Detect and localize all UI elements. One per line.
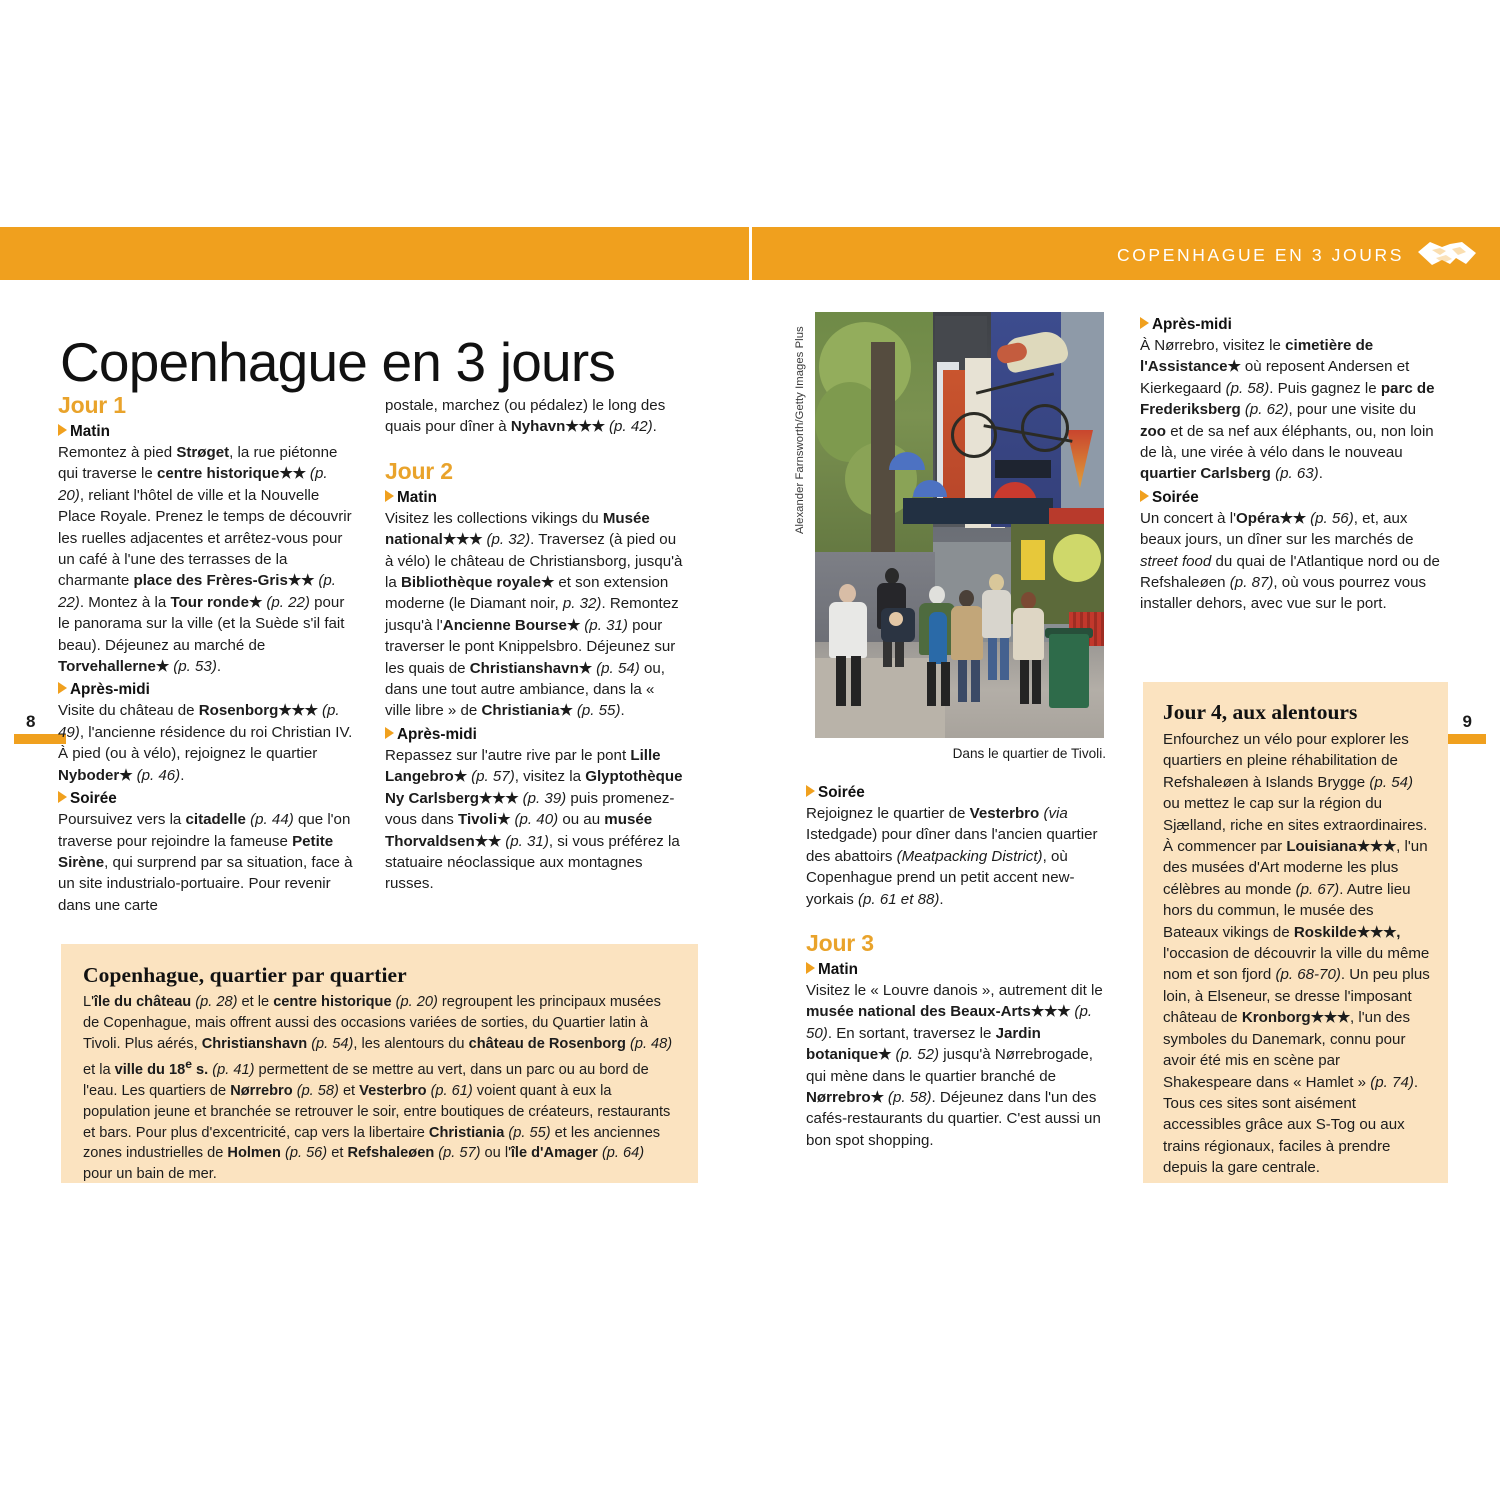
subheading-matin-day1: Matin [58,421,353,442]
photo-credit: Alexander Farnsworth/Getty Images Plus [794,326,806,534]
sidebar-box-right-body: Enfourchez un vélo pour explorer les quartiers en pleine réhabilitation de Refshaleøen à Islands Brygge (p. 54) ou mettez le cap sur la région du Sjælland, riche en sites extraordinaires. À commencer par Louisiana★★★, l'un des musées d'Art moderne les plus célèbres au monde (p. 67). Autre lieu hors du commun, le musée des Bateaux vikings de Roskilde★★★, l'occasion de découvrir la ville du même nom et son fjord (p. 68-70). Un peu plus loin, à Elseneur, se dresse l'imposant château de Kronborg★★★, l'un des symboles du Danemark, connu pour avoir été mis en scène par Shakespeare dans « Hamlet » (p. 74). Tous ces sites sont aisément accessibles grâce aux S-Tog ou aux trains régionaux, faciles à prendre depuis la gare centrale. [1163,731,1430,1177]
photo-awning-dark [903,498,1053,524]
photo-tivoli-street [815,312,1104,738]
subheading-matin-day2: Matin [385,487,683,508]
column-two [385,395,683,895]
body-soiree-day1: Poursuivez vers la citadelle (p. 44) que l'on traverse pour rejoindre la fameuse Petite Sirène, qui surprend par sa situation, face à un site industrialo-portuaire. Pour revenir dans une carte [58,811,353,914]
subheading-apresmidi-day1: Après-midi [58,679,353,700]
body-apresmidi-day2: Repassez sur l'autre rive par le pont Lille Langebro★ (p. 57), visitez la Glyptothèque Ny Carlsberg★★★ (p. 39) puis promenez-vous dans Tivoli★ (p. 40) ou au musée Thorvaldsen★★ (p. 31), si vous préférez la statuaire néoclassique aux montagnes russes. [385,746,683,893]
page-title: Copenhague en 3 jours [60,330,616,393]
photo-shop-circle-sign [1053,534,1101,582]
triangle-bullet-icon [806,962,815,974]
photo-bike-wheel-right [1021,404,1069,452]
day-heading-jour-1: Jour 1 [58,392,126,418]
subheading-apresmidi-day3: Après-midi [1140,314,1442,335]
triangle-bullet-icon [58,791,67,803]
day-heading-jour-3: Jour 3 [806,930,874,957]
subheading-soiree-day1: Soirée [58,788,353,809]
column-three [806,780,1106,1151]
photo-shop-yellow-sign [1021,540,1045,580]
sidebar-box-left-body: L'île du château (p. 28) et le centre historique (p. 20) regroupent les principaux musées de Copenhague, mais offrent aussi des occasions variées de sorties, du Quartier latin à Tivoli. Plus aérés, Christianshavn (p. 54), les alentours du château de Rosenborg (p. 48) et la ville du 18e s. (p. 41) permettent de se mettre au vert, dans un parc ou au bord de l'eau. Les quartiers de Nørrebro (p. 58) et Vesterbro (p. 61) voient quant à eux la population jeune et branchée se retrouver le soir, entre boutiques de créateurs, restaurants et bars. Pour plus d'excentricité, cap vers la libertaire Christiania (p. 55) et les anciennes zones industrielles de Holmen (p. 56) et Refshaleøen (p. 57) ou l'île d'Amager (p. 64) pour un bain de mer. [83,994,673,1183]
subheading-matin-day3: Matin [806,959,1106,980]
day-heading-jour-2: Jour 2 [385,457,453,484]
subheading-soiree-day3: Soirée [1140,487,1442,508]
triangle-bullet-icon [385,490,394,502]
header-center-gap [749,227,752,280]
body-matin-day1: Remontez à pied Strøget, la rue piétonne qui traverse le centre historique★★ (p. 20), reliant l'hôtel de ville et la Nouvelle Place Royale. Prenez le temps de découvrir les ruelles adjacentes et arrêtez-vous pour un café à l'une des terrasses de la charmante place des Frères-Gris★★ (p. 22). Montez à la Tour ronde★ (p. 22) pour le panorama sur la ville (et la Suède s'il fait beau). Déjeunez au marché de Torvehallerne★ (p. 53). [58,444,352,676]
photo-bike-wheel-left [951,412,997,458]
body-apresmidi-day1: Visite du château de Rosenborg★★★ (p. 49), l'ancienne résidence du roi Christian IV. À pied (ou à vélo), rejoignez le quartier Nyboder★ (p. 46). [58,702,353,784]
body-matin-day3: Visitez le « Louvre danois », autrement dit le musée national des Beaux-Arts★★★ (p. 50). En sortant, traversez le Jardin botanique★ (p. 52) jusqu'à Nørrebrogade, qui mène dans le quartier branché de Nørrebro★ (p. 58). Déjeunez dans l'un des cafés-restaurants du quartier. C'est aussi un bon spot shopping. [806,982,1103,1149]
photo-shop-sign [995,460,1051,478]
sidebar-box-right-title: Jour 4, aux alentours [1163,700,1358,724]
body-soiree-day3: Un concert à l'Opéra★★ (p. 56), et, aux beaux jours, un dîner sur les marchés de street food du quai de l'Atlantique nord ou de Refshaleøen (p. 87), où vous pourrez vous installer dehors, avec vue sur le port. [1140,509,1440,613]
body-matin-day2: Visitez les collections vikings du Musée national★★★ (p. 32). Traversez (à pied ou à vélo) le château de Christiansborg, jusqu'à la Bibliothèque royale★ et son extension moderne (le Diamant noir, p. 32). Remontez jusqu'à l'Ancienne Bourse★ (p. 31) pour traverser le pont Knippelsbro. Déjeunez sur les quais de Christianshavn★ (p. 54) ou, dans une tout autre ambiance, dans la « ville libre » de Christiania★ (p. 55). [385,509,683,720]
handshake-icon [1416,238,1478,272]
photo-green-bin [1049,634,1089,708]
sidebar-box-jour-4 [1143,682,1448,1183]
sidebar-box-left-title: Copenhague, quartier par quartier [83,963,407,987]
triangle-bullet-icon [1140,490,1149,502]
triangle-bullet-icon [385,727,394,739]
column-four [1140,312,1442,615]
body-apresmidi-day3: À Nørrebro, visitez le cimetière de l'Assistance★ où reposent Andersen et Kierkegaard (p. 58). Puis gagnez le parc de Frederiksberg (p. 62), pour une visite du zoo et de sa nef aux éléphants, ou, non loin de là, une virée à vélo dans le nouveau quartier Carlsberg (p. 63). [1140,337,1435,483]
body-soiree-day2: Rejoignez le quartier de Vesterbro (via Istedgade) pour dîner dans l'ancien quartier des abattoirs (Meatpacking District), où Copenhague prend un petit accent new-yorkais (p. 61 et 88). [806,805,1098,908]
photo-caption: Dans le quartier de Tivoli. [952,746,1106,761]
photo-pavement-light [815,658,945,738]
page-number-right: 9 [1462,712,1472,731]
photo-building-right [1061,312,1104,522]
triangle-bullet-icon [806,785,815,797]
column-one [58,392,353,916]
triangle-bullet-icon [58,424,67,436]
triangle-bullet-icon [1140,317,1149,329]
running-head-title: COPENHAGUE EN 3 JOURS [1116,245,1404,265]
page-number-left: 8 [26,712,36,731]
body-soiree-day1-continuation: postale, marchez (ou pédalez) le long des quais pour dîner à Nyhavn★★★ (p. 42). [385,397,666,436]
subheading-apresmidi-day2: Après-midi [385,724,683,745]
sidebar-box-quartier-par-quartier [61,944,698,1183]
triangle-bullet-icon [58,682,67,694]
subheading-soiree-day2: Soirée [806,782,1106,803]
